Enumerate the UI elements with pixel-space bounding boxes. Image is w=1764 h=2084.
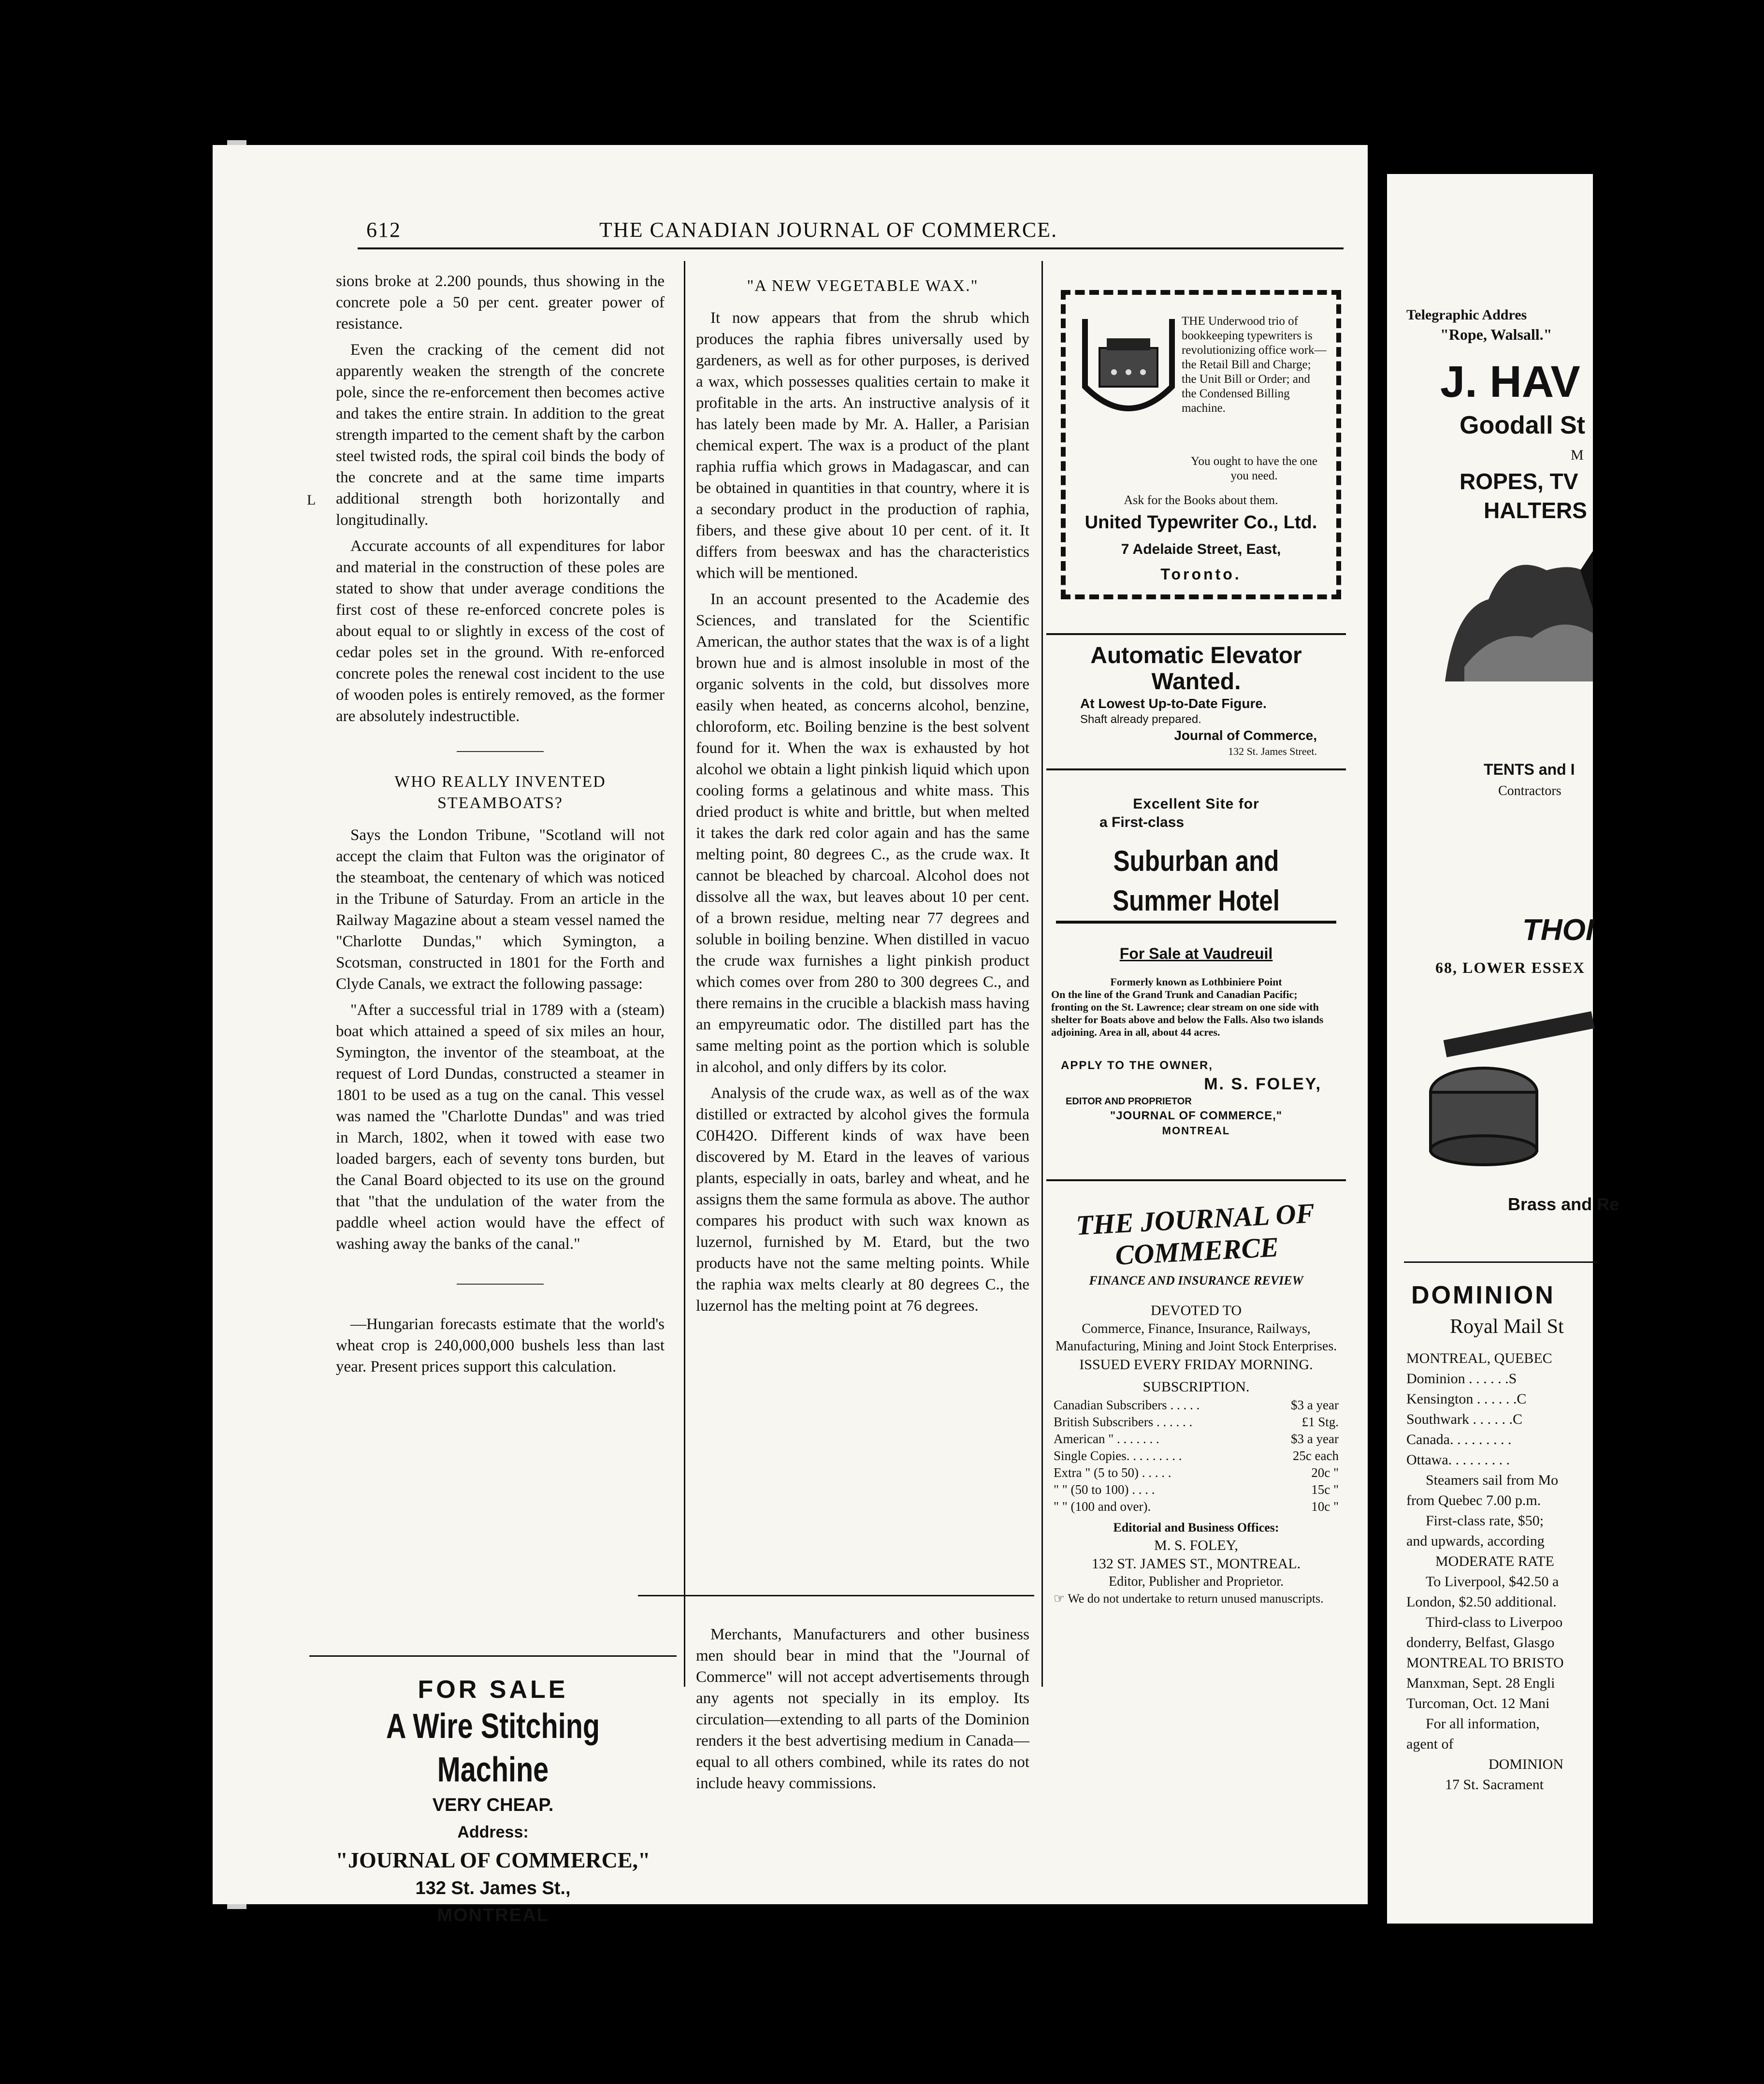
- dominion-heading: DOMINION: [1411, 1281, 1555, 1309]
- col2-paragraph-4: Merchants, Manufacturers and other business men should bear in mind that the "Journal of Commerce" will not accept advertisements through any agents not specially in its employ. Its circulation—extending to all parts of the Dominion renders it the best advertising medium in Canada—equal to all others combined, while its rates do not include heavy commissions.: [696, 1626, 1029, 1792]
- journal-name: M. S. FOLEY,: [1154, 1537, 1238, 1553]
- snare-drum-illustration: [1426, 1020, 1593, 1165]
- hotel-owner: M. S. FOLEY,: [1204, 1075, 1322, 1093]
- header-rule: [358, 247, 1344, 249]
- m-label: M: [1571, 447, 1584, 463]
- typewriter-ad: [1061, 290, 1341, 599]
- hotel-city: MONTREAL: [1162, 1125, 1230, 1137]
- hotel-role: EDITOR AND PROPRIETOR: [1066, 1096, 1192, 1107]
- journal-masthead: THE JOURNAL OF COMMERCE: [1075, 1197, 1316, 1271]
- elevator-street: 132 St. James Street.: [1228, 745, 1317, 757]
- sub-price: £1 Stg.: [1301, 1415, 1339, 1429]
- typewriter-ought: You ought to have the one you need.: [1190, 455, 1318, 482]
- col2-paragraph-1: It now appears that from the shrub which produces the raphia fibres universally used by gardeners, as well as for other purposes, is derived a wax, which possesses qualities certain to make it profitable in the arts. An instructive analysis of it has lately been made by Mr. A. Haller, a Parisian chemical expert. The wax is a product of the plant raphia ruffia which grows in Madagascar, and can be obtained in quantities in that country, where it is a secondary product in the production of raphia, fibers, and these give about 10 per cent. of it. It differs from beeswax and has the characteristics which will be mentioned.: [696, 309, 1029, 582]
- col1-paragraph-5: "After a successful trial in 1789 with a (steam) boat which attained a speed of six miles an hour, Symington, the inventor of the steamboat, at the request of Lord Dundas, constructed a steamer in 1801 to be used as a tug on the canal. This vessel was named the "Charlotte Dundas" and was tried in March, 1802, when it towed with ease two loaded bargers, each of seventy tons burden, but the Canal Board objected to its use on the ground that "that the undulation of the water from the paddle wheel action would have the effect of washing away the banks of the canal.": [336, 1001, 665, 1253]
- elevator-journal: Journal of Commerce,: [1174, 728, 1317, 743]
- adjacent-page: [1387, 174, 1619, 1924]
- lower-essex: 68, LOWER ESSEX: [1435, 959, 1586, 976]
- elevator-price-line: At Lowest Up-to-Date Figure.: [1080, 696, 1267, 711]
- journal-issued: ISSUED EVERY FRIDAY MORNING.: [1079, 1357, 1313, 1373]
- sub-label: British Subscribers . . . . . .: [1054, 1415, 1193, 1429]
- subscription-row: [1054, 1414, 1339, 1431]
- subscription-row: [1054, 1498, 1339, 1515]
- journal-topics: Commerce, Finance, Insurance, Railways, Manufacturing, Mining and Joint Stock Enterprises.: [1055, 1321, 1337, 1354]
- schedule-line: First-class rate, $50;: [1426, 1513, 1544, 1529]
- hotel-line-2: a First-class: [1099, 814, 1185, 830]
- advertising-notice: [696, 1624, 1029, 1799]
- col1-paragraph-6: —Hungarian forecasts estimate that the world's wheat crop is 240,000,000 bushels less than last year. Present prices support this calculation.: [336, 1316, 665, 1375]
- sub-price: 10c ": [1311, 1499, 1339, 1514]
- telegraphic-address: Telegraphic Addres: [1406, 307, 1527, 323]
- schedule-line: To Liverpool, $42.50 a: [1426, 1574, 1559, 1590]
- column-1: [336, 271, 665, 1382]
- journal-subscription: SUBSCRIPTION.: [1142, 1379, 1250, 1395]
- tent-illustration: [1435, 541, 1593, 691]
- sub-label: Extra " (5 to 50) . . . . .: [1054, 1465, 1171, 1480]
- subscription-row: [1054, 1464, 1339, 1481]
- journal-devoted: DEVOTED TO: [1150, 1302, 1242, 1318]
- typewriter-street: 7 Adelaide Street, East,: [1121, 541, 1281, 557]
- subscription-table: [1049, 1397, 1344, 1515]
- very-cheap-label: VERY CHEAP.: [432, 1795, 554, 1815]
- ad-rule: [1046, 1179, 1346, 1181]
- street-address: 132 St. James St.,: [415, 1878, 571, 1898]
- hotel-journal: "JOURNAL OF COMMERCE,": [1110, 1109, 1283, 1122]
- tho-label: THOI: [1522, 913, 1594, 947]
- col1-paragraph-1: sions broke at 2.200 pounds, thus showing in the concrete pole a 50 per cent. greater power of resistance.: [336, 273, 665, 333]
- hotel-title-rule: [1056, 921, 1336, 924]
- hotel-title: Suburban and Summer Hotel: [1113, 845, 1280, 917]
- wire-stitching-ad: [309, 1675, 677, 1929]
- typewriter-illustration: [1080, 314, 1177, 435]
- hotel-ad: [1046, 776, 1346, 1138]
- hotel-line-1: Excellent Site for: [1133, 796, 1259, 812]
- journal-notice: [1049, 1591, 1344, 1607]
- royal-mail: Royal Mail St: [1450, 1316, 1564, 1338]
- separator: [457, 751, 544, 752]
- schedule-line: 17 St. Sacrament: [1445, 1777, 1544, 1793]
- typewriter-city: Toronto.: [1160, 565, 1242, 583]
- hotel-apply: APPLY TO THE OWNER,: [1061, 1059, 1213, 1072]
- schedule-line: MONTREAL TO BRISTO: [1406, 1655, 1564, 1671]
- schedule-line: Dominion . . . . . .S: [1406, 1371, 1517, 1387]
- schedule-line: DOMINION: [1489, 1756, 1563, 1772]
- schedule-line: MONTREAL, QUEBEC: [1406, 1350, 1552, 1366]
- schedule-line: Steamers sail from Mo: [1426, 1472, 1559, 1488]
- elevator-shaft-line: Shaft already prepared.: [1080, 713, 1201, 726]
- column-rule: [638, 1595, 1034, 1596]
- typewriter-ask: Ask for the Books about them.: [1124, 493, 1278, 507]
- goodall-street: Goodall St: [1460, 411, 1585, 439]
- ad-rule: [1046, 633, 1346, 635]
- journal-name: "JOURNAL OF COMMERCE,": [335, 1848, 651, 1872]
- col1-paragraph-3: Accurate accounts of all expenditures for labor and material in the construction of these poles are stated to show that under average conditions the first cost of these re-enforced concrete poles is about equal to or slightly in excess of the cost of cedar poles set in the ground. With re-enforced concrete poles the renewal cost incident to the use of wooden poles is entirely removed, as the former are absolutely indestructible.: [336, 537, 665, 725]
- hotel-description: On the line of the Grand Trunk and Canadian Pacific; fronting on the St. Lawrence; clear stream on one side with shelter for Boats above and below the Falls. Also two islands adjoining. Area in all, about 44 acres.: [1051, 988, 1324, 1038]
- sub-price: 15c ": [1311, 1482, 1339, 1497]
- schedule-line: Third-class to Liverpoo: [1426, 1614, 1563, 1630]
- ropes-label: ROPES, TV: [1460, 469, 1578, 494]
- hotel-for-sale: For Sale at Vaudreuil: [1119, 945, 1273, 962]
- sub-label: American " . . . . . . .: [1054, 1432, 1159, 1446]
- schedule-line: Ottawa. . . . . . . . .: [1406, 1452, 1510, 1468]
- page-number: 612: [366, 218, 401, 242]
- machine-title: A Wire Stitching Machine: [386, 1707, 600, 1789]
- hotel-formerly: Formerly known as Lothbiniere Point: [1110, 976, 1282, 988]
- sub-label: " " (100 and over).: [1054, 1499, 1151, 1514]
- col2-paragraph-3: Analysis of the crude wax, as well as of the wax distilled or extracted by alcohol gives the formula C0H42O. Different kinds of wax have been discovered by M. Etard in the leaves of various plants, especially in oats, barley and wheat, and he assigns them the same formula as above. The author compares his product with such wax known as luzernol, furnished by M. Etard, but the two products have not the same melting points. While the raphia wax melts clearly at 80 degrees C., the luzernol has the melting point at 76 degrees.: [696, 1085, 1029, 1315]
- schedule-line: MODERATE RATE: [1435, 1553, 1554, 1569]
- journal-address: 132 ST. JAMES ST., MONTREAL.: [1091, 1556, 1301, 1572]
- sub-price: 25c each: [1292, 1448, 1339, 1463]
- schedule-line: Canada. . . . . . . . .: [1406, 1432, 1512, 1447]
- journal-notice-text: We do not undertake to return unused manuscripts.: [1068, 1592, 1324, 1606]
- elevator-title: Automatic Elevator: [1090, 643, 1302, 668]
- schedule-line: Kensington . . . . . .C: [1406, 1391, 1527, 1407]
- schedule-line: London, $2.50 additional.: [1406, 1594, 1557, 1610]
- contractors-label: Contractors: [1498, 783, 1562, 798]
- journal-masthead-sub: FINANCE AND INSURANCE REVIEW: [1089, 1274, 1303, 1288]
- sub-price: $3 a year: [1291, 1432, 1339, 1446]
- col2-paragraph-2: In an account presented to the Academie des Sciences, and translated for the Scientific American, the author states that the wax is of a light brown hue and is almost insoluble in most of the organic solvents in the cold, but dissolves more easily when heated, as concerns alcohol, benzine, chloroform, etc. Boiling benzine is the best solvent found for it. When the wax is exhausted by hot alcohol we obtain a light pinkish liquid which upon cooling forms a gelatinous and white mass. This dried product is white and brittle, but when melted it takes the dark red color again and has the same melting point, 80 degrees C., as the crude wax. It cannot be bleached by charcoal. Alcohol does not dissolve all the wax, but leaves about 10 per cent. of a brown residue, melting near 77 degrees and soluble in boiling benzine. When distilled in vacuo the crude wax furnishes a light pinkish product which comes over from 280 to 300 degrees C., and there remains in the crucible a blackish mass having an empyreumatic odor. The distilled part has the same melting point as the portion which is soluble in alcohol, and only differs by its color.: [696, 591, 1029, 1076]
- sub-label: " " (50 to 100) . . . .: [1054, 1482, 1155, 1497]
- subscription-row: [1054, 1431, 1339, 1447]
- sub-price: 20c ": [1311, 1465, 1339, 1480]
- brass-label: Brass and Re: [1508, 1194, 1619, 1214]
- rope-address: "Rope, Walsall.": [1440, 326, 1552, 343]
- journal-ad: [1049, 1184, 1344, 1607]
- col1-paragraph-4: Says the London Tribune, "Scotland will not accept the claim that Fulton was the originator of the steamboat, the centenary of which was noticed in the Tribune of Saturday. From an article in the Railway Magazine about a steam vessel named the "Charlotte Dundas," which Symington, a Scotsman, constructed in 1801 for the Forth and Clyde Canals, we extract the following passage:: [336, 826, 665, 993]
- schedule-line: Turcoman, Oct. 12 Mani: [1406, 1695, 1550, 1711]
- sub-label: Canadian Subscribers . . . . .: [1054, 1398, 1200, 1412]
- right-rule: [1404, 1261, 1597, 1263]
- column-divider: [684, 261, 685, 1687]
- col1-paragraph-2: Even the cracking of the cement did not apparently weaken the strength of the concrete pole, since the re-enforcement then becomes active and takes the entire strain. In addition to the great strength imparted to the cement shaft by the carbon steel twisted rods, the spiral coil binds the body of the concrete and at the same time imparts additional strength both horizontally and longitudinally.: [336, 341, 665, 529]
- tents-label: TENTS and I: [1484, 761, 1575, 778]
- dominion-schedule: [1406, 1348, 1600, 1795]
- company-name: J. HAV: [1440, 357, 1580, 406]
- schedule-line: and upwards, according: [1406, 1533, 1545, 1549]
- pointing-hand-icon: ☞: [1054, 1592, 1068, 1606]
- separator: [457, 1284, 544, 1285]
- vegetable-wax-heading: "A NEW VEGETABLE WAX.": [747, 277, 979, 295]
- running-head: THE CANADIAN JOURNAL OF COMMERCE.: [599, 218, 1058, 242]
- subscription-row: [1054, 1447, 1339, 1464]
- column-divider: [1041, 261, 1043, 1687]
- schedule-line: Manxman, Sept. 28 Engli: [1406, 1675, 1555, 1691]
- journal-role: Editor, Publisher and Proprietor.: [1108, 1574, 1284, 1589]
- typewriter-company: United Typewriter Co., Ltd.: [1084, 512, 1317, 533]
- elevator-wanted: Wanted.: [1151, 669, 1241, 695]
- schedule-line: agent of: [1406, 1736, 1454, 1752]
- schedule-line: from Quebec 7.00 p.m.: [1406, 1492, 1541, 1508]
- for-sale-label: FOR SALE: [418, 1676, 568, 1704]
- column-2: [696, 271, 1029, 1321]
- journal-offices: Editorial and Business Offices:: [1113, 1520, 1279, 1534]
- elevator-ad: [1046, 643, 1346, 759]
- margin-mark: L: [307, 492, 316, 508]
- address-label: Address:: [457, 1823, 529, 1841]
- subscription-row: [1054, 1397, 1339, 1414]
- city-label: MONTREAL: [437, 1905, 549, 1925]
- column-rule: [309, 1655, 677, 1657]
- halters-label: HALTERS: [1484, 498, 1587, 523]
- sub-label: Single Copies. . . . . . . . .: [1054, 1448, 1182, 1463]
- sub-price: $3 a year: [1291, 1398, 1339, 1412]
- schedule-line: Southwark . . . . . .C: [1406, 1411, 1522, 1427]
- schedule-line: For all information,: [1426, 1716, 1540, 1732]
- typewriter-description: THE Underwood trio of bookkeeping typewriters is revolutionizing office work—the Retail Bill and Charge; the Unit Bill or Order; and the Condensed Billing machine.: [1182, 315, 1327, 415]
- ad-rule: [1046, 768, 1346, 770]
- subscription-row: [1054, 1481, 1339, 1498]
- schedule-line: donderry, Belfast, Glasgo: [1406, 1635, 1555, 1650]
- steamboat-heading: WHO REALLY INVENTED STEAMBOATS?: [394, 773, 606, 812]
- journal-page: [213, 145, 1368, 1925]
